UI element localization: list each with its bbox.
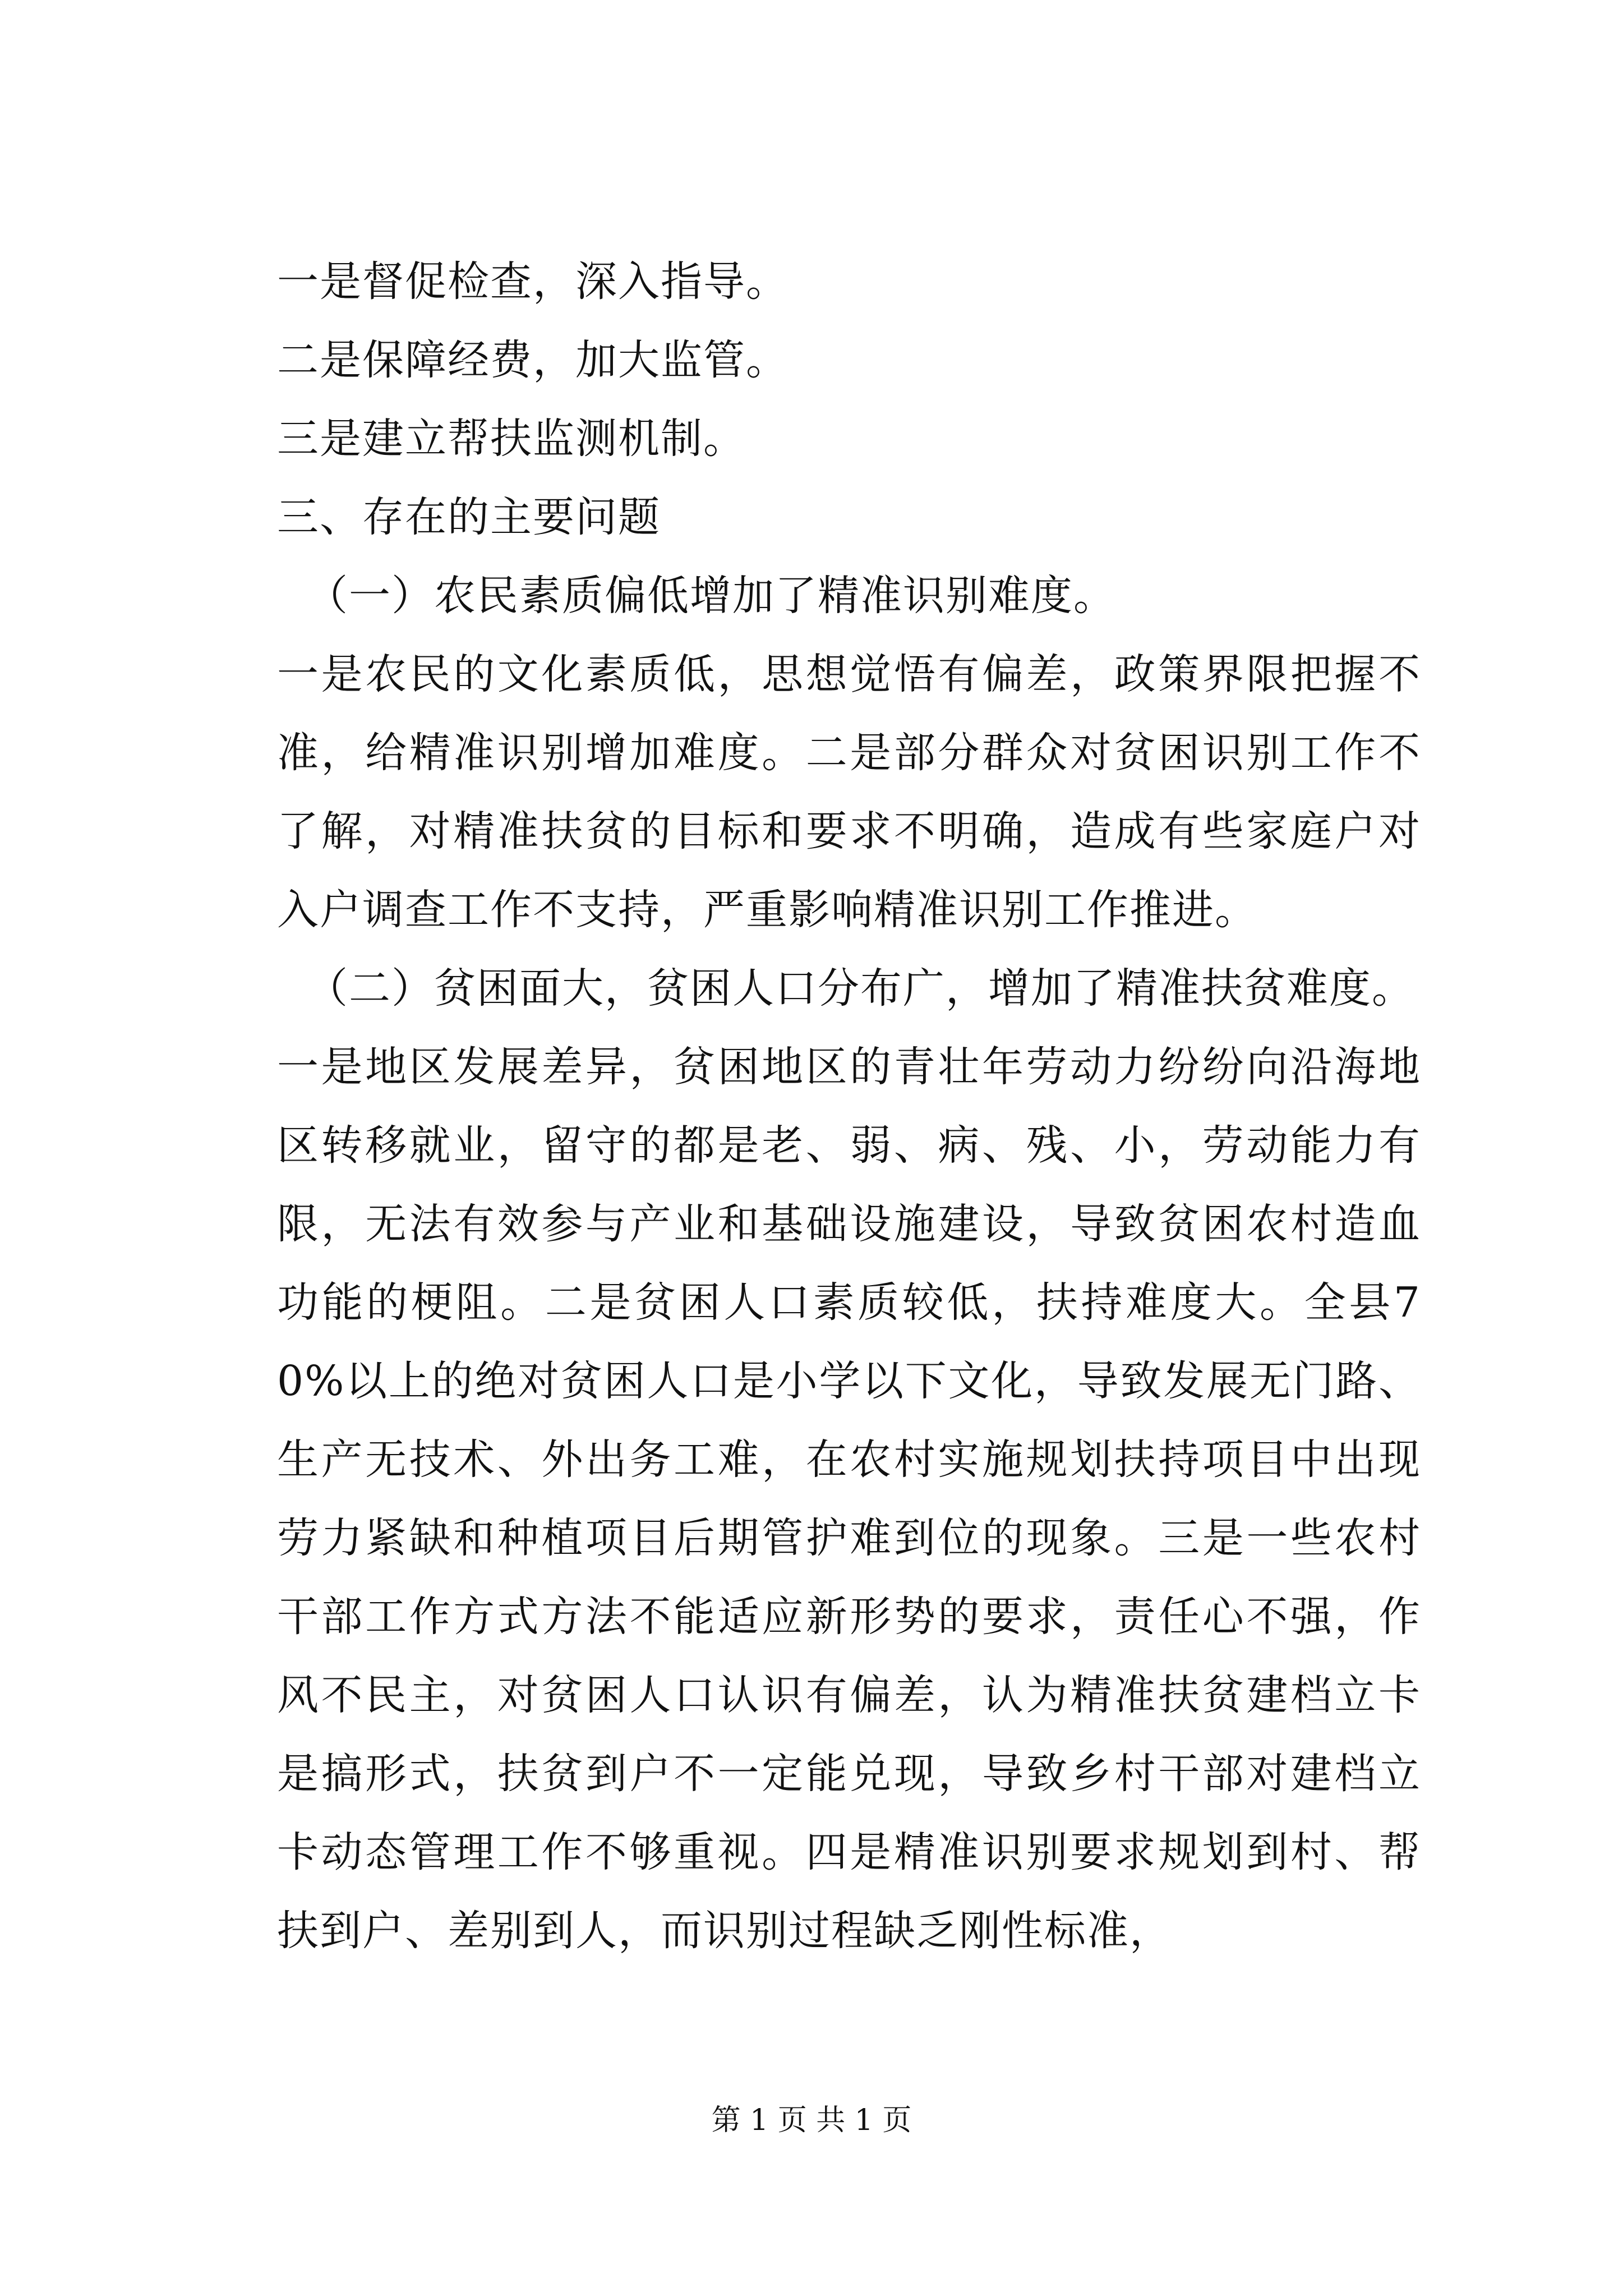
paragraph-funding: 二是保障经费，加大监管。: [277, 336, 789, 384]
document-body: [277, 242, 1421, 1970]
paragraph-supervision: 一是督促检查，深入指导。: [277, 257, 789, 306]
subheading-poverty-scope: （二）贫困面大，贫困人口分布广，增加了精准扶贫难度。: [306, 964, 1414, 1013]
paragraph-poverty-scope-details: 一是地区发展差异，贫困地区的青壮年劳动力纷纷向沿海地区转移就业，留守的都是老、弱、病、残、小，劳动能力有限，无法有效参与产业和基础设施建设，导致贫困农村造血功能的梗阻。二是贫困人口素质较低，扶持难度大。全县70%以上的绝对贫困人口是小学以下文化，导致发展无门路、生产无技术、外出务工难，在农村实施规划扶持项目中出现劳力紧缺和种植项目后期管护难到位的现象。三是一些农村干部工作方式方法不能适应新形势的要求，责任心不强，作风不民主，对贫困人口认识有偏差，认为精准扶贫建档立卡是搞形式，扶贫到户不一定能兑现，导致乡村干部对建档立卡动态管理工作不够重视。四是精准识别要求规划到村、帮扶到户、差别到人，而识别过程缺乏刚性标准，: [277, 1043, 1421, 1955]
paragraph-monitoring: 三是建立帮扶监测机制。: [277, 415, 746, 463]
section-heading-main-problems: 三、存在的主要问题: [277, 493, 661, 541]
page-footer: 第 1 页 共 1 页: [711, 2104, 912, 2137]
paragraph-farmer-quality-details: 一是农民的文化素质低，思想觉悟有偏差，政策界限把握不准，给精准识别增加难度。二是部分群众对贫困识别工作不了解，对精准扶贫的目标和要求不明确，造成有些家庭户对入户调查工作不支持，严重影响精准识别工作推进。: [277, 650, 1421, 934]
subheading-farmer-quality: （一）农民素质偏低增加了精准识别难度。: [306, 572, 1116, 620]
